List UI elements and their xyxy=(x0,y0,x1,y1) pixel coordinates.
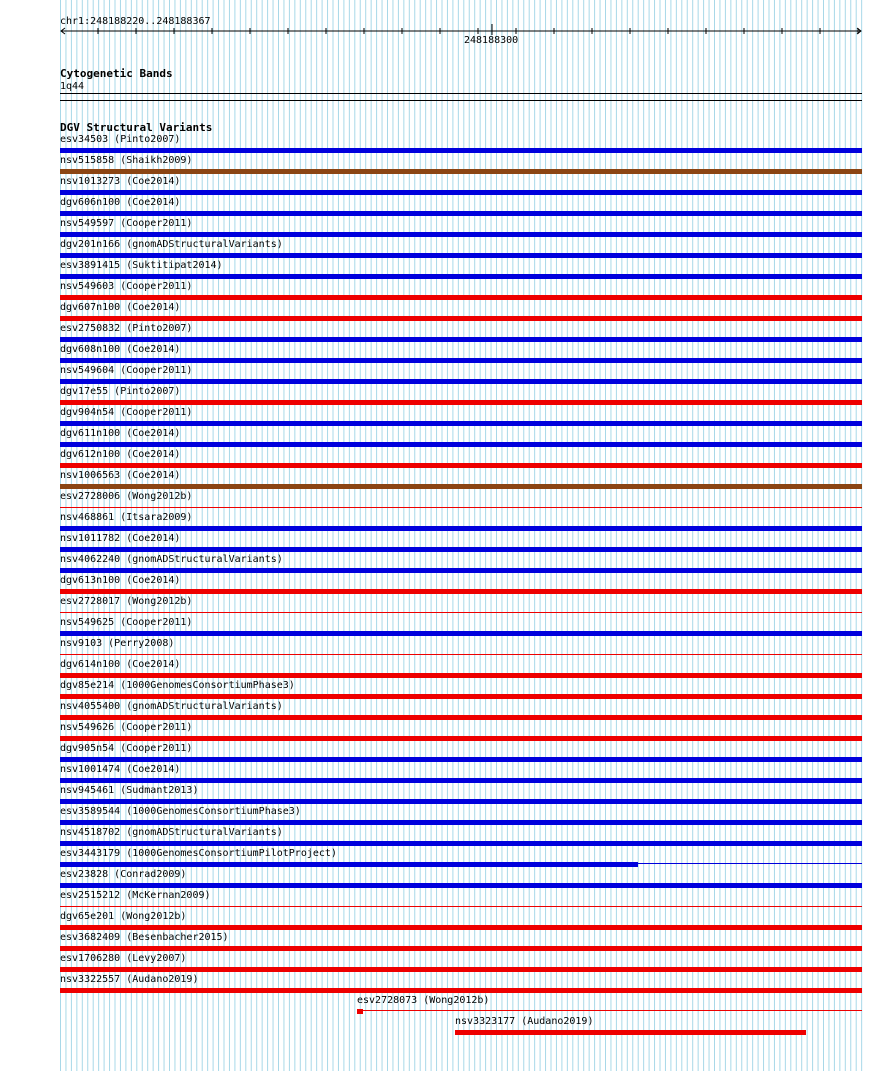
feature-label[interactable]: dgv905n54 (Cooper2011) xyxy=(60,743,193,754)
feature-label[interactable]: nsv549597 (Cooper2011) xyxy=(60,218,193,229)
feature-label[interactable]: nsv945461 (Sudmant2013) xyxy=(60,785,199,796)
feature-label[interactable]: esv3443179 (1000GenomesConsortiumPilotProject) xyxy=(60,848,337,859)
feature-bar[interactable] xyxy=(60,295,862,300)
feature-label[interactable]: esv2515212 (McKernan2009) xyxy=(60,890,211,901)
feature-label[interactable]: esv23828 (Conrad2009) xyxy=(60,869,187,880)
feature-bar[interactable] xyxy=(60,232,862,237)
feature-label[interactable]: esv34503 (Pinto2007) xyxy=(60,134,181,145)
feature-label[interactable]: dgv904n54 (Cooper2011) xyxy=(60,407,193,418)
feature-label[interactable]: esv1706280 (Levy2007) xyxy=(60,953,187,964)
feature-bar[interactable] xyxy=(60,799,862,804)
feature-extension-line xyxy=(363,1010,862,1011)
feature-label[interactable]: esv3891415 (Suktitipat2014) xyxy=(60,260,223,271)
feature-label[interactable]: nsv3322557 (Audano2019) xyxy=(60,974,199,985)
feature-label[interactable]: esv2728017 (Wong2012b) xyxy=(60,596,193,607)
feature-bar[interactable] xyxy=(60,484,862,489)
feature-label[interactable]: dgv201n166 (gnomADStructuralVariants) xyxy=(60,239,283,250)
feature-bar[interactable] xyxy=(60,337,862,342)
feature-label[interactable]: dgv608n100 (Coe2014) xyxy=(60,344,181,355)
feature-label[interactable]: dgv614n100 (Coe2014) xyxy=(60,659,181,670)
feature-label[interactable]: nsv549626 (Cooper2011) xyxy=(60,722,193,733)
feature-bar[interactable] xyxy=(60,694,862,699)
feature-label[interactable]: nsv4062240 (gnomADStructuralVariants) xyxy=(60,554,283,565)
feature-label[interactable]: esv3682409 (Besenbacher2015) xyxy=(60,932,229,943)
feature-bar[interactable] xyxy=(60,400,862,405)
feature-bar[interactable] xyxy=(60,526,862,531)
feature-bar[interactable] xyxy=(60,589,862,594)
feature-bar[interactable] xyxy=(60,358,862,363)
feature-label[interactable]: esv2728073 (Wong2012b) xyxy=(357,995,490,1006)
feature-bar[interactable] xyxy=(455,1030,806,1035)
feature-label[interactable]: nsv515858 (Shaikh2009) xyxy=(60,155,193,166)
feature-bar[interactable] xyxy=(60,841,862,846)
feature-bar[interactable] xyxy=(60,421,862,426)
feature-bar[interactable] xyxy=(60,715,862,720)
feature-label[interactable]: dgv613n100 (Coe2014) xyxy=(60,575,181,586)
feature-bar[interactable] xyxy=(60,673,862,678)
feature-bar[interactable] xyxy=(60,967,862,972)
cytoband-bar xyxy=(60,93,862,94)
feature-label[interactable]: esv3589544 (1000GenomesConsortiumPhase3) xyxy=(60,806,301,817)
feature-label[interactable]: dgv611n100 (Coe2014) xyxy=(60,428,181,439)
feature-bar[interactable] xyxy=(60,568,862,573)
feature-bar[interactable] xyxy=(60,820,862,825)
feature-bar[interactable] xyxy=(60,148,862,153)
feature-label[interactable]: dgv607n100 (Coe2014) xyxy=(60,302,181,313)
feature-bar[interactable] xyxy=(60,253,862,258)
feature-label[interactable]: dgv85e214 (1000GenomesConsortiumPhase3) xyxy=(60,680,295,691)
feature-bar[interactable] xyxy=(60,988,862,993)
feature-label[interactable]: nsv549603 (Cooper2011) xyxy=(60,281,193,292)
feature-bar[interactable] xyxy=(60,946,862,951)
feature-label[interactable]: nsv4055400 (gnomADStructuralVariants) xyxy=(60,701,283,712)
feature-label[interactable]: esv2750832 (Pinto2007) xyxy=(60,323,193,334)
feature-bar[interactable] xyxy=(60,316,862,321)
feature-bar[interactable] xyxy=(60,547,862,552)
cytoband-track-title: Cytogenetic Bands xyxy=(60,67,173,80)
feature-extension-line xyxy=(638,863,862,864)
coordinate-label: chr1:248188220..248188367 xyxy=(60,16,211,27)
feature-label[interactable]: nsv1011782 (Coe2014) xyxy=(60,533,181,544)
feature-label[interactable]: nsv549604 (Cooper2011) xyxy=(60,365,193,376)
feature-bar[interactable] xyxy=(60,757,862,762)
feature-bar[interactable] xyxy=(60,169,862,174)
feature-label[interactable]: nsv1001474 (Coe2014) xyxy=(60,764,181,775)
feature-label[interactable]: nsv1013273 (Coe2014) xyxy=(60,176,181,187)
feature-label[interactable]: nsv1006563 (Coe2014) xyxy=(60,470,181,481)
feature-label[interactable]: nsv468861 (Itsara2009) xyxy=(60,512,193,523)
feature-bar[interactable] xyxy=(60,778,862,783)
feature-label[interactable]: nsv4518702 (gnomADStructuralVariants) xyxy=(60,827,283,838)
feature-bar[interactable] xyxy=(60,463,862,468)
feature-bar[interactable] xyxy=(60,507,862,508)
feature-label[interactable]: nsv3323177 (Audano2019) xyxy=(455,1016,594,1027)
feature-label[interactable]: dgv612n100 (Coe2014) xyxy=(60,449,181,460)
dgv-track-title: DGV Structural Variants xyxy=(60,121,213,134)
feature-bar[interactable] xyxy=(60,862,638,867)
feature-bar[interactable] xyxy=(60,190,862,195)
track-divider xyxy=(60,100,862,101)
feature-bar[interactable] xyxy=(60,211,862,216)
feature-bar[interactable] xyxy=(60,654,862,655)
cytoband-label: 1q44 xyxy=(60,81,85,92)
feature-bar[interactable] xyxy=(60,736,862,741)
feature-bar[interactable] xyxy=(60,442,862,447)
feature-label[interactable]: nsv9103 (Perry2008) xyxy=(60,638,175,649)
feature-bar[interactable] xyxy=(60,925,862,930)
feature-bar[interactable] xyxy=(60,274,862,279)
feature-bar[interactable] xyxy=(60,883,862,888)
feature-label[interactable]: esv2728006 (Wong2012b) xyxy=(60,491,193,502)
feature-label[interactable]: dgv65e201 (Wong2012b) xyxy=(60,911,187,922)
feature-bar[interactable] xyxy=(60,612,862,613)
feature-bar[interactable] xyxy=(60,906,862,907)
ruler-tick-label: 248188300 xyxy=(464,35,519,46)
feature-bar[interactable] xyxy=(60,379,862,384)
feature-label[interactable]: dgv606n100 (Coe2014) xyxy=(60,197,181,208)
feature-bar[interactable] xyxy=(60,631,862,636)
ruler xyxy=(0,0,890,50)
feature-label[interactable]: dgv17e55 (Pinto2007) xyxy=(60,386,181,397)
feature-label[interactable]: nsv549625 (Cooper2011) xyxy=(60,617,193,628)
